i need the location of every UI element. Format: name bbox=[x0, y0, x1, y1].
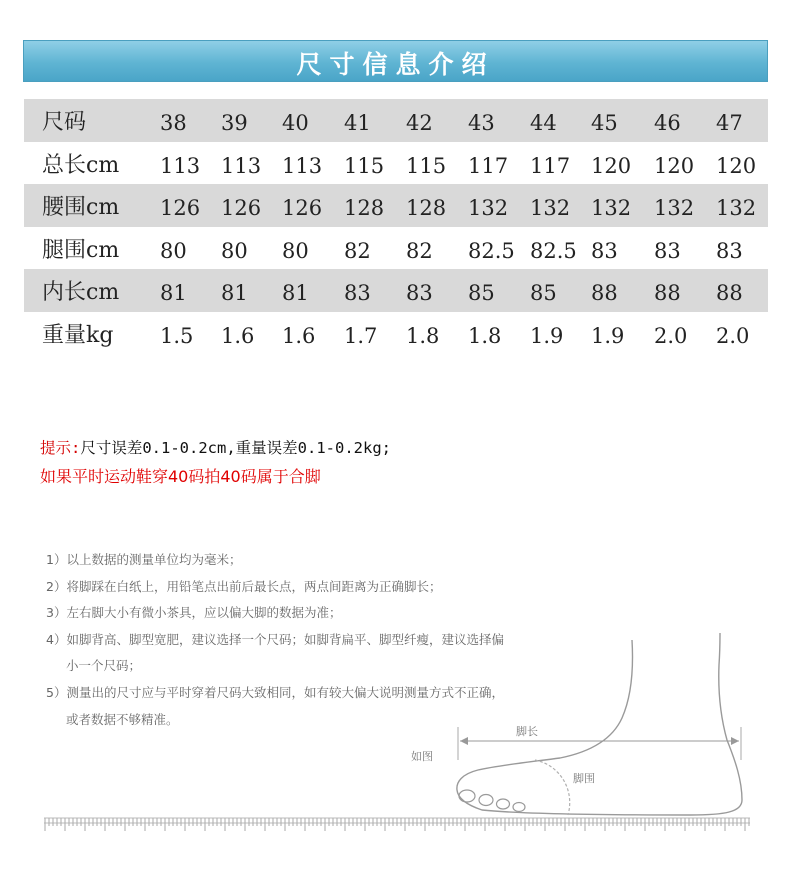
size-cell: 113 bbox=[221, 153, 262, 178]
girth-curve bbox=[535, 760, 570, 815]
size-cell: 1.6 bbox=[221, 323, 255, 348]
size-cell: 1.7 bbox=[344, 323, 378, 348]
size-cell: 83 bbox=[716, 238, 743, 263]
ruler bbox=[44, 818, 750, 831]
size-cell: 43 bbox=[468, 111, 495, 135]
guide-step-5-cont: 或者数据不够精准。 bbox=[66, 712, 179, 727]
toe-4 bbox=[513, 803, 525, 812]
toe-1 bbox=[459, 790, 475, 802]
size-cell: 85 bbox=[530, 281, 557, 306]
size-cell: 47 bbox=[716, 111, 743, 135]
size-cell: 126 bbox=[282, 196, 323, 221]
size-cell: 1.8 bbox=[468, 323, 502, 348]
size-cell: 80 bbox=[282, 238, 309, 263]
size-cell: 83 bbox=[406, 281, 433, 306]
size-cell: 132 bbox=[591, 196, 632, 221]
row-label: 腰围cm bbox=[42, 195, 120, 221]
guide-step-1: 1）以上数据的测量单位均为毫米； bbox=[46, 552, 242, 567]
size-cell: 81 bbox=[282, 281, 309, 306]
size-cell: 117 bbox=[530, 153, 571, 178]
guide-step-5: 5）测量出的尺寸应与平时穿着尺码大致相同，如有较大偏大说明测量方式不正确， bbox=[46, 685, 504, 700]
size-cell: 1.9 bbox=[591, 323, 625, 348]
toe-3 bbox=[497, 799, 510, 809]
size-cell: 88 bbox=[654, 281, 681, 306]
size-cell: 1.8 bbox=[406, 323, 440, 348]
foot-girth-label: 脚围 bbox=[573, 772, 595, 785]
size-cell: 126 bbox=[160, 196, 201, 221]
row-label: 尺码 bbox=[42, 110, 87, 135]
size-cell: 2.0 bbox=[716, 323, 750, 348]
size-cell: 88 bbox=[716, 281, 743, 306]
size-cell: 40 bbox=[282, 111, 309, 135]
tip-label: 提示: bbox=[40, 439, 81, 457]
row-label: 重量kg bbox=[42, 322, 114, 348]
size-cell: 132 bbox=[530, 196, 571, 221]
size-cell: 82 bbox=[344, 238, 371, 263]
banner-title: 尺寸信息介绍 bbox=[296, 50, 495, 79]
guide-step-4: 4）如脚背高、脚型宽肥，建议选择一个尺码；如脚背扁平、脚型纤瘦，建议选择偏 bbox=[46, 632, 504, 647]
row-label: 内长cm bbox=[42, 280, 120, 306]
size-cell: 81 bbox=[221, 281, 248, 306]
size-cell: 115 bbox=[344, 153, 385, 178]
size-cell: 132 bbox=[654, 196, 695, 221]
size-cell: 39 bbox=[221, 111, 248, 135]
size-cell: 38 bbox=[160, 111, 187, 135]
size-cell: 88 bbox=[591, 281, 618, 306]
size-cell: 85 bbox=[468, 281, 495, 306]
size-cell: 83 bbox=[591, 238, 618, 263]
size-cell: 82.5 bbox=[530, 238, 577, 263]
row-label: 总长cm bbox=[42, 152, 120, 178]
toe-2 bbox=[479, 795, 493, 806]
size-cell: 132 bbox=[468, 196, 509, 221]
guide-step-2: 2）将脚踩在白纸上，用铅笔点出前后最长点，两点间距离为正确脚长； bbox=[46, 579, 442, 594]
size-cell: 80 bbox=[160, 238, 187, 263]
size-cell: 126 bbox=[221, 196, 262, 221]
fit-note: 如果平时运动鞋穿40码拍40码属于合脚 bbox=[40, 467, 321, 486]
size-cell: 120 bbox=[716, 153, 757, 178]
size-cell: 120 bbox=[591, 153, 632, 178]
row-label: 腿围cm bbox=[42, 237, 120, 263]
size-cell: 1.6 bbox=[282, 323, 316, 348]
as-shown-label: 如图 bbox=[411, 750, 433, 763]
size-cell: 41 bbox=[344, 111, 371, 135]
size-cell: 46 bbox=[654, 111, 681, 135]
size-cell: 82 bbox=[406, 238, 433, 263]
size-cell: 115 bbox=[406, 153, 447, 178]
size-cell: 113 bbox=[160, 153, 201, 178]
size-cell: 82.5 bbox=[468, 238, 515, 263]
size-cell: 132 bbox=[716, 196, 757, 221]
size-cell: 45 bbox=[591, 111, 618, 135]
leg-outline bbox=[457, 633, 742, 815]
tip-text: 尺寸误差0.1-0.2cm,重量误差0.1-0.2kg; bbox=[80, 439, 391, 457]
size-cell: 117 bbox=[468, 153, 509, 178]
size-cell: 1.5 bbox=[160, 323, 194, 348]
size-cell: 42 bbox=[406, 111, 433, 135]
guide-step-3: 3）左右脚大小有微小茶具，应以偏大脚的数据为准； bbox=[46, 605, 342, 620]
size-cell: 81 bbox=[160, 281, 187, 306]
guide-step-4-cont: 小一个尺码； bbox=[66, 658, 142, 673]
size-cell: 128 bbox=[406, 196, 447, 221]
size-cell: 120 bbox=[654, 153, 695, 178]
size-cell: 80 bbox=[221, 238, 248, 263]
size-cell: 83 bbox=[344, 281, 371, 306]
size-cell: 2.0 bbox=[654, 323, 688, 348]
size-cell: 113 bbox=[282, 153, 323, 178]
size-cell: 128 bbox=[344, 196, 385, 221]
size-cell: 83 bbox=[654, 238, 681, 263]
foot-length-label: 脚长 bbox=[516, 725, 538, 738]
size-cell: 1.9 bbox=[530, 323, 564, 348]
size-cell: 44 bbox=[530, 111, 557, 135]
